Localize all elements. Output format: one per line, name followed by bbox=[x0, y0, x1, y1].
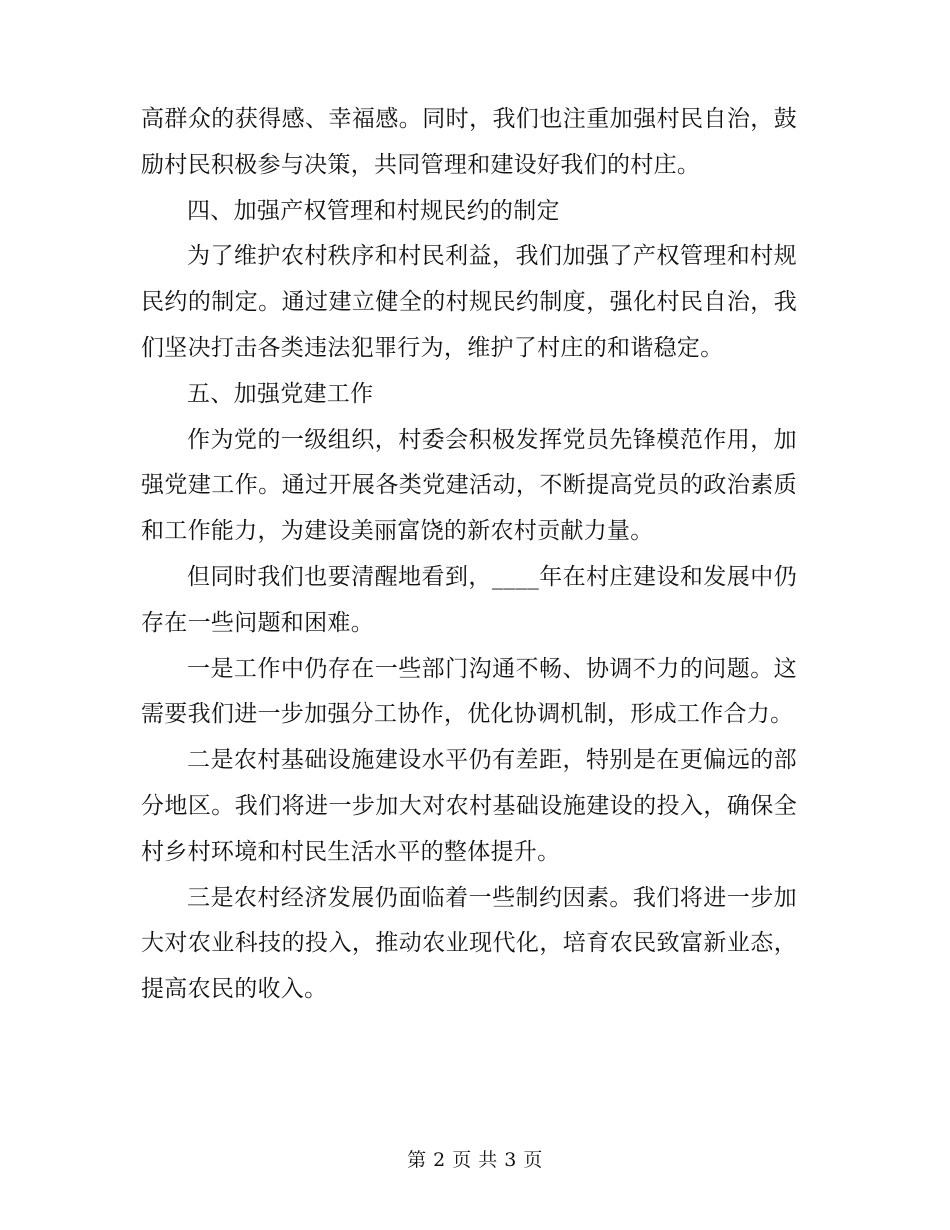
paragraph: 三是农村经济发展仍面临着一些制约因素。我们将进一步加大对农业科技的投入，推动农业现代化，培育农民致富新业态，提高农民的收入。 bbox=[141, 884, 797, 1003]
document-body bbox=[141, 97, 797, 1013]
paragraph: 二是农村基础设施建设水平仍有差距，特别是在更偏远的部分地区。我们将进一步加大对农村基础设施建设的投入，确保全村乡村环境和村民生活水平的整体提升。 bbox=[141, 747, 797, 865]
paragraph: 但同时我们也要清醒地看到，____年在村庄建设和发展中仍存在一些问题和困难。 bbox=[141, 563, 797, 636]
section-heading-4: 四、加强产权管理和村规民约的制定 bbox=[187, 197, 560, 224]
paragraph-continuation: 高群众的获得感、幸福感。同时，我们也注重加强村民自治，鼓励村民积极参与决策，共同管理和建设好我们的村庄。 bbox=[141, 106, 797, 178]
paragraph: 作为党的一级组织，村委会积极发挥党员先锋模范作用，加强党建工作。通过开展各类党建活动，不断提高党员的政治素质和工作能力，为建设美丽富饶的新农村贡献力量。 bbox=[141, 426, 797, 545]
paragraph: 为了维护农村秩序和村民利益，我们加强了产权管理和村规民约的制定。通过建立健全的村规民约制度，强化村民自治，我们坚决打击各类违法犯罪行为，维护了村庄的和谐稳定。 bbox=[141, 243, 797, 361]
section-heading-5: 五、加强党建工作 bbox=[187, 380, 374, 407]
page-number-footer: 第 2 页 共 3 页 bbox=[407, 1149, 543, 1171]
paragraph: 一是工作中仍存在一些部门沟通不畅、协调不力的问题。这需要我们进一步加强分工协作，优化协调机制，形成工作合力。 bbox=[141, 655, 797, 728]
